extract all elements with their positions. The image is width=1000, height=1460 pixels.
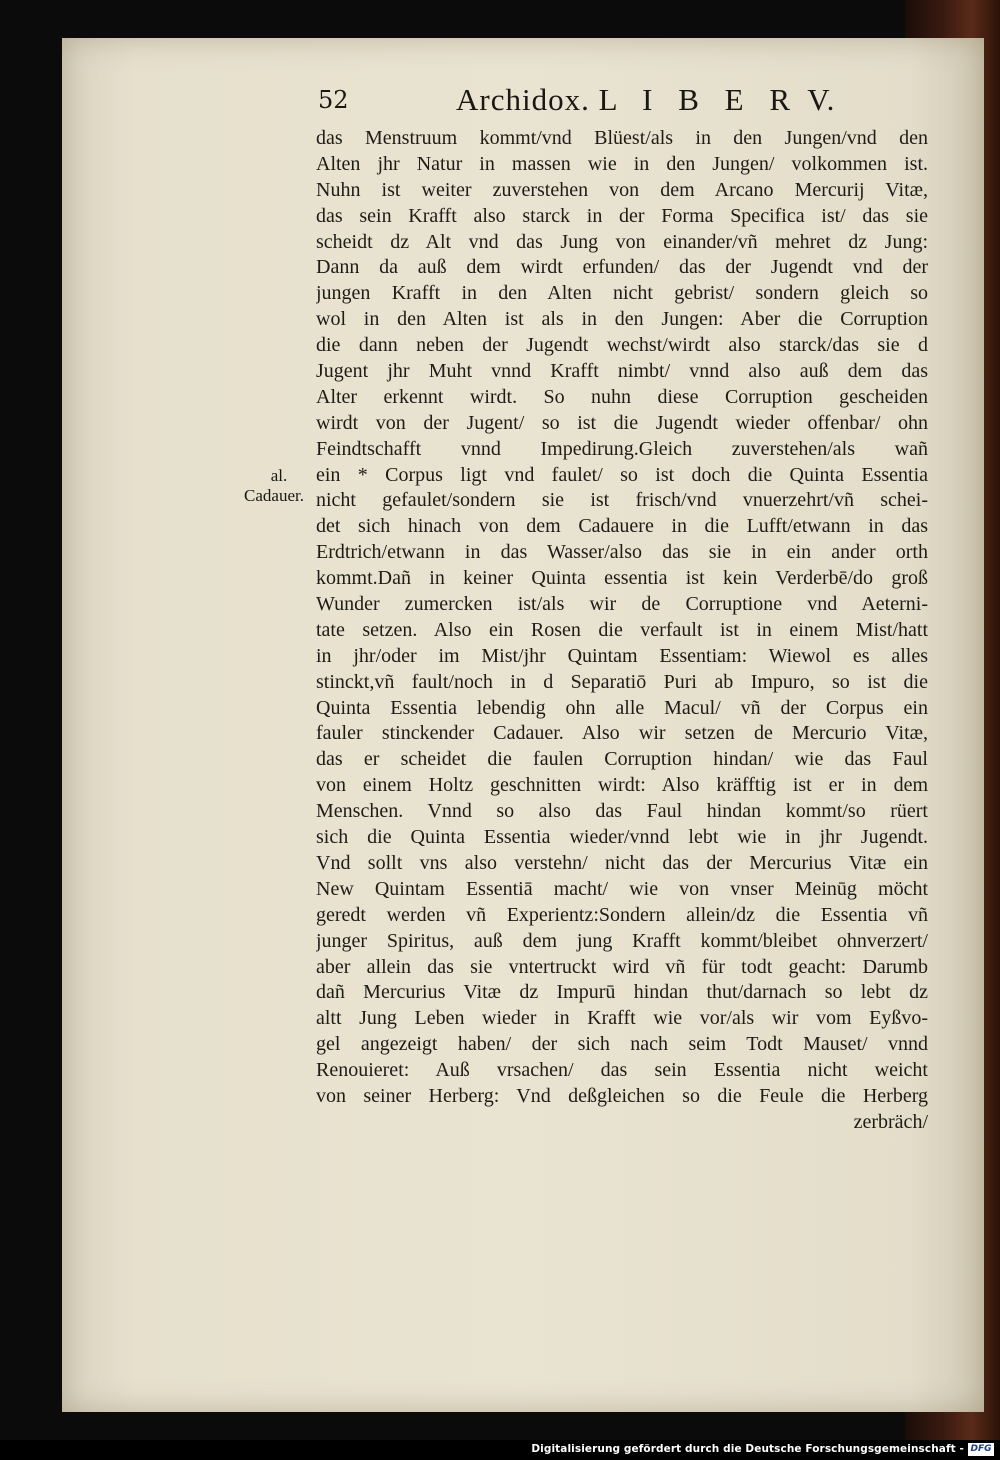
- page-number: 52: [318, 86, 349, 114]
- text-line: die dann neben der Jugendt wechst/wirdt also starck/das sie d: [316, 334, 928, 357]
- text-line: Renouieret: Auß vrsachen/ das sein Essentia nicht weicht: [316, 1059, 928, 1082]
- text-line: gel angezeigt haben/ der sich nach seim Todt Mauset/ vnnd: [316, 1033, 928, 1056]
- text-line: New Quintam Essentiā macht/ wie von vnser Meinūg möcht: [316, 877, 928, 900]
- text-line: das sein Krafft also starck in der Forma Specifica ist/ das sie: [316, 204, 928, 227]
- text-line: nicht gefaulet/sondern sie ist frisch/vnd vnuerzehrt/vñ schei-: [316, 489, 928, 512]
- text-line: Vnd sollt vns also verstehn/ nicht das der Mercurius Vitæ ein: [316, 851, 928, 874]
- running-title-book: L I B E R: [598, 82, 799, 117]
- body-text: [316, 126, 928, 1136]
- running-title: [456, 82, 835, 118]
- text-line: wirdt von der Jugent/ so ist die Jugendt wieder offenbar/ ohn: [316, 411, 928, 434]
- running-title-volume: V.: [807, 82, 836, 117]
- text-line: tate setzen. Also ein Rosen die verfault ist in einem Mist/hatt: [316, 618, 928, 641]
- text-line: dañ Mercurius Vitæ dz Impurū hindan thut/darnach so lebt dz: [316, 981, 928, 1004]
- dfg-logo: DFG: [968, 1443, 994, 1456]
- margin-note: [240, 466, 318, 506]
- page-header: [318, 82, 938, 126]
- text-line: junger Spiritus, auß dem jung Krafft kommt/bleibet ohnverzert/: [316, 929, 928, 952]
- text-line: Jugent jhr Muht vnnd Krafft nimbt/ vnnd also auß dem das: [316, 360, 928, 383]
- text-line: Nuhn ist weiter zuverstehen von dem Arcano Mercurij Vitæ,: [316, 178, 928, 201]
- running-title-work: Archidox.: [456, 82, 590, 117]
- text-line: kommt.Dañ in keiner Quinta essentia ist kein Verderbē/do groß: [316, 567, 928, 590]
- text-line: von seiner Herberg: Vnd deßgleichen so die Feule die Herberg: [316, 1084, 928, 1107]
- text-line: Quinta Essentia lebendig ohn alle Macul/ vñ der Corpus ein: [316, 696, 928, 719]
- text-line: altt Jung Leben wieder in Krafft wie vor/als wir vom Eyßvo-: [316, 1007, 928, 1030]
- text-line: von einem Holtz geschnitten wirdt: Also kräfftig ist er in dem: [316, 774, 928, 797]
- text-line: das er scheidet die faulen Corruption hindan/ wie das Faul: [316, 748, 928, 771]
- text-line: Feindtschafft vnnd Impedirung.Gleich zuverstehen/als wañ: [316, 437, 928, 460]
- margin-note-line-2: Cadauer.: [244, 486, 304, 505]
- text-line: Menschen. Vnnd so also das Faul hindan kommt/so rüert: [316, 800, 928, 823]
- text-line: Wunder zumercken ist/als wir de Corruptione vnd Aeterni-: [316, 593, 928, 616]
- text-line: stinckt,vñ fault/noch in d Separatiō Puri ab Impuro, so ist die: [316, 670, 928, 693]
- text-line: ein * Corpus ligt vnd faulet/ so ist doch die Quinta Essentia: [316, 463, 928, 486]
- text-line: Dann da auß dem wirdt erfunden/ das der Jugendt vnd der: [316, 256, 928, 279]
- text-line: det sich hinach von dem Cadauere in die Lufft/etwann in das: [316, 515, 928, 538]
- text-line: Erdtrich/etwann in das Wasser/also das sie in ein ander orth: [316, 541, 928, 564]
- text-line: fauler stinckender Cadauer. Also wir setzen de Mercurio Vitæ,: [316, 722, 928, 745]
- footer-bar: [0, 1440, 1000, 1460]
- text-line: Alter erkennt wirdt. So nuhn diese Corruption gescheiden: [316, 385, 928, 408]
- text-line: jungen Krafft in den Alten nicht gebrist/ sondern gleich so: [316, 282, 928, 305]
- text-line: geredt werden vñ Experientz:Sondern allein/dz die Essentia vñ: [316, 903, 928, 926]
- text-line: sich die Quinta Essentia wieder/vnnd lebt wie in jhr Jugendt.: [316, 826, 928, 849]
- text-line: wol in den Alten ist als in den Jungen: Aber die Corruption: [316, 308, 928, 331]
- funding-credit: Digitalisierung gefördert durch die Deutsche Forschungsgemeinschaft -: [531, 1443, 964, 1455]
- text-line: aber allein das sie vntertruckt wird vñ für todt geacht: Darumb: [316, 955, 928, 978]
- text-line: scheidt dz Alt vnd das Jung von einander/vñ mehret dz Jung:: [316, 230, 928, 253]
- text-line: Alten jhr Natur in massen wie in den Jungen/ volkommen ist.: [316, 152, 928, 175]
- text-line: zerbräch/: [853, 1110, 928, 1133]
- text-line: das Menstruum kommt/vnd Blüest/als in den Jungen/vnd den: [316, 127, 928, 149]
- margin-note-line-1: al.: [270, 466, 288, 485]
- text-line: in jhr/oder im Mist/jhr Quintam Essentiam: Wiewol es alles: [316, 644, 928, 667]
